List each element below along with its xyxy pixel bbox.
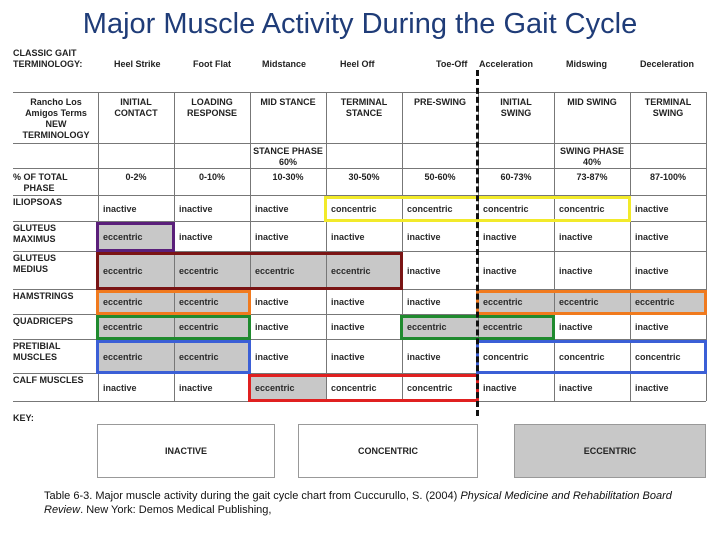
activity-cell: eccentric	[483, 322, 523, 332]
activity-cell: inactive	[179, 231, 213, 242]
phase-name: PRE-SWING	[413, 97, 466, 107]
activity-cell: inactive	[255, 297, 289, 307]
classic-term: Midswing	[566, 59, 607, 69]
phase-name: TERMINAL	[644, 97, 692, 107]
rancho-label: Rancho Los	[30, 97, 82, 107]
pretibial-stance-highlight	[96, 340, 251, 374]
grid-line	[13, 168, 706, 169]
activity-cell: eccentric	[103, 265, 143, 276]
phase-name: STANCE	[345, 108, 383, 118]
activity-cell: eccentric	[255, 382, 295, 393]
percent-label: % OF TOTAL	[13, 172, 68, 182]
swing-phase-percent: 40%	[582, 157, 601, 167]
percent-value: 10-30%	[272, 172, 304, 182]
activity-cell: concentric	[407, 203, 453, 214]
classic-term: Toe-Off	[436, 59, 468, 69]
muscle-name: MEDIUS	[13, 264, 49, 274]
quadriceps-stance-highlight	[96, 315, 251, 340]
classic-term: Midstance	[262, 59, 307, 69]
activity-cell: inactive	[483, 382, 517, 393]
toe-off-divider	[476, 70, 479, 416]
activity-cell: inactive	[635, 265, 669, 276]
table-caption	[44, 489, 714, 517]
activity-cell: inactive	[483, 265, 517, 276]
percent-value: 87-100%	[649, 172, 687, 182]
phase-name: INITIAL	[120, 97, 152, 107]
grid-line	[13, 143, 706, 144]
activity-cell: inactive	[255, 351, 289, 362]
phase-name: MID SWING	[567, 97, 617, 107]
activity-cell: eccentric	[103, 322, 143, 332]
activity-cell: inactive	[559, 322, 593, 332]
muscle-name: PRETIBIAL	[13, 341, 61, 351]
key-label: KEY:	[13, 413, 34, 423]
activity-cell: inactive	[103, 382, 137, 393]
activity-cell: concentric	[635, 351, 681, 362]
activity-cell: eccentric	[103, 231, 143, 242]
hamstrings-swing-highlight	[476, 290, 707, 315]
activity-cell: inactive	[255, 203, 289, 214]
activity-cell: inactive	[635, 322, 669, 332]
muscle-name: CALF MUSCLES	[13, 375, 84, 385]
rancho-label: NEW	[45, 119, 67, 129]
activity-cell: eccentric	[103, 297, 143, 307]
activity-cell: inactive	[331, 351, 365, 362]
classic-term: Heel Strike	[114, 59, 161, 69]
activity-cell: concentric	[407, 382, 453, 393]
activity-cell: inactive	[635, 382, 669, 393]
phase-name: INITIAL	[500, 97, 532, 107]
stance-phase-percent: 60%	[278, 157, 297, 167]
activity-cell: eccentric	[179, 297, 219, 307]
muscle-name: ILIOPSOAS	[13, 197, 63, 207]
activity-cell: eccentric	[179, 322, 219, 332]
activity-cell: concentric	[559, 351, 605, 362]
phase-name: RESPONSE	[186, 108, 237, 118]
activity-cell: inactive	[635, 203, 669, 214]
percent-label-2: PHASE	[23, 183, 55, 193]
percent-value: 60-73%	[500, 172, 532, 182]
activity-cell: concentric	[559, 203, 605, 214]
classic-label: CLASSIC GAIT	[13, 48, 77, 58]
activity-cell: eccentric	[331, 265, 371, 276]
activity-cell: inactive	[559, 265, 593, 276]
activity-cell: eccentric	[483, 297, 523, 307]
key-eccentric: ECCENTRIC	[514, 424, 706, 478]
key-inactive: INACTIVE	[97, 424, 275, 478]
percent-value: 50-60%	[424, 172, 456, 182]
key-concentric: CONCENTRIC	[298, 424, 478, 478]
percent-value: 73-87%	[576, 172, 608, 182]
activity-cell: eccentric	[103, 351, 143, 362]
swing-phase-label: SWING PHASE	[559, 146, 624, 156]
classic-term: Foot Flat	[193, 59, 231, 69]
activity-cell: inactive	[255, 322, 289, 332]
activity-cell: inactive	[255, 231, 289, 242]
activity-cell: concentric	[483, 203, 529, 214]
caption-text-1: Table 6-3. Major muscle activity during the gait cycle chart from Cuccurullo, S. (2004)	[44, 490, 461, 502]
classic-term: Heel Off	[340, 59, 375, 69]
grid-line	[326, 92, 327, 401]
muscle-name: MAXIMUS	[13, 234, 56, 244]
classic-term: Deceleration	[640, 59, 695, 69]
stance-phase-label: STANCE PHASE	[253, 146, 323, 156]
activity-cell: inactive	[635, 231, 669, 242]
activity-cell: inactive	[483, 231, 517, 242]
activity-cell: inactive	[103, 203, 137, 214]
phase-name: MID STANCE	[260, 97, 316, 107]
activity-cell: inactive	[331, 231, 365, 242]
pretibial-swing-highlight	[476, 340, 707, 374]
rancho-label: TERMINOLOGY	[22, 130, 90, 140]
activity-cell: eccentric	[635, 297, 675, 307]
classic-label-2: TERMINOLOGY:	[13, 59, 83, 69]
muscle-name: HAMSTRINGS	[13, 291, 74, 301]
activity-cell: inactive	[331, 322, 365, 332]
muscle-name: QUADRICEPS	[13, 316, 74, 326]
activity-cell: concentric	[331, 382, 377, 393]
activity-cell: inactive	[559, 382, 593, 393]
gluteus-medius-highlight	[96, 252, 403, 290]
muscle-name: MUSCLES	[13, 352, 58, 362]
activity-cell: concentric	[483, 351, 529, 362]
phase-name: LOADING	[191, 97, 233, 107]
activity-cell: eccentric	[179, 265, 219, 276]
activity-cell: eccentric	[407, 322, 447, 332]
activity-cell: concentric	[331, 203, 377, 214]
activity-cell: inactive	[179, 203, 213, 214]
percent-value: 0-2%	[125, 172, 147, 182]
activity-cell: inactive	[179, 382, 213, 393]
phase-name: CONTACT	[114, 108, 158, 118]
phase-name: SWING	[652, 108, 684, 118]
activity-cell: inactive	[331, 297, 365, 307]
phase-name: TERMINAL	[340, 97, 388, 107]
gluteus-maximus-highlight	[96, 222, 175, 252]
calf-highlight	[248, 374, 479, 402]
grid-line	[402, 92, 403, 401]
activity-cell: eccentric	[255, 265, 295, 276]
activity-cell: inactive	[407, 351, 441, 362]
muscle-name: GLUTEUS	[13, 253, 57, 263]
activity-cell: inactive	[407, 265, 441, 276]
activity-cell: eccentric	[559, 297, 599, 307]
classic-term: Acceleration	[479, 59, 534, 69]
activity-cell: inactive	[407, 231, 441, 242]
slide-title: Major Muscle Activity During the Gait Cycle	[82, 8, 638, 40]
phase-name: SWING	[500, 108, 532, 118]
percent-value: 0-10%	[198, 172, 225, 182]
activity-cell: inactive	[407, 297, 441, 307]
hamstrings-stance-highlight	[96, 290, 251, 315]
caption-text-2: . New York: Demos Medical Publishing,	[80, 504, 272, 516]
activity-cell: inactive	[559, 231, 593, 242]
caption-book-title: Physical Medicine and Rehabilitation Board Review	[44, 490, 672, 516]
activity-cell: eccentric	[179, 351, 219, 362]
grid-line	[13, 92, 706, 93]
rancho-label: Amigos Terms	[25, 108, 87, 118]
percent-value: 30-50%	[348, 172, 380, 182]
muscle-name: GLUTEUS	[13, 223, 57, 233]
